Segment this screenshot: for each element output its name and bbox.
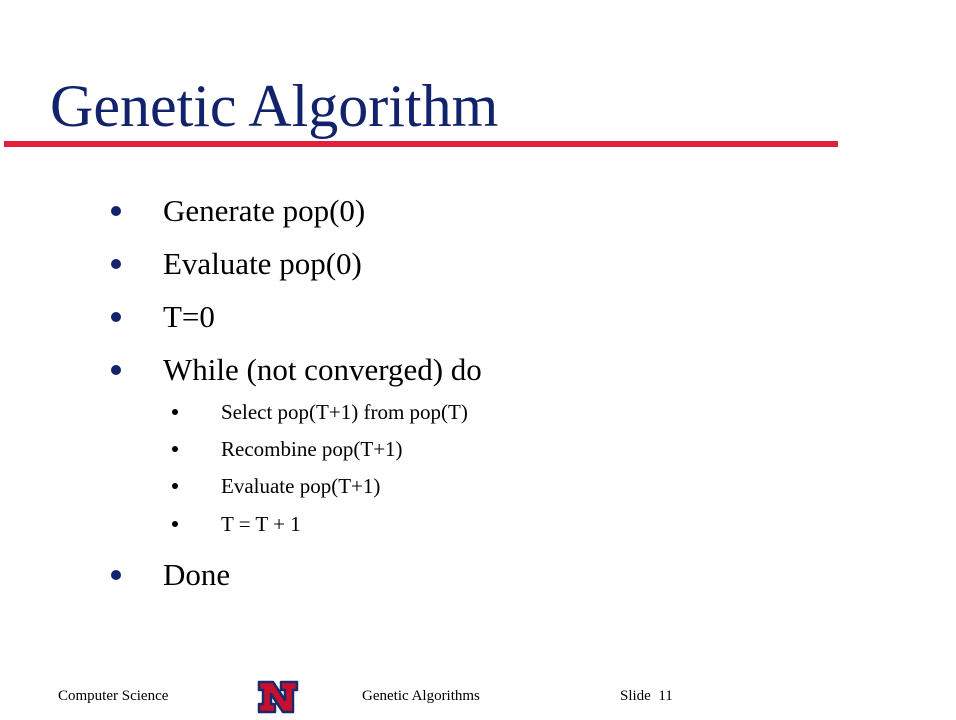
sub-bullet-text: T = T + 1 (221, 512, 301, 536)
bullet-text: Done (163, 557, 231, 592)
bullet-text: Generate pop(0) (163, 193, 366, 228)
sub-bullet-text: Evaluate pop(T+1) (221, 474, 381, 498)
bullet-icon (111, 365, 121, 375)
slide-title: Genetic Algorithm (50, 73, 499, 139)
bullet-text: While (not converged) do (163, 352, 482, 387)
bullet-text: T=0 (163, 299, 215, 334)
sub-bullet-item (172, 434, 403, 464)
slide-number: Slide 11 (620, 688, 673, 704)
bullet-icon (111, 259, 121, 269)
footer-department: Computer Science (58, 688, 169, 704)
university-n-logo-icon (256, 679, 300, 715)
sub-bullet-item (172, 509, 301, 539)
bullet-icon (111, 570, 121, 580)
sub-bullet-icon (172, 483, 178, 489)
bullet-item (111, 348, 482, 392)
sub-bullet-icon (172, 446, 178, 452)
bullet-item (111, 295, 215, 339)
bullet-item (111, 553, 230, 597)
title-underline (4, 141, 838, 147)
bullet-item (111, 242, 362, 286)
sub-bullet-icon (172, 521, 178, 527)
bullet-text: Evaluate pop(0) (163, 246, 362, 281)
bullet-icon (111, 312, 121, 322)
sub-bullet-text: Select pop(T+1) from pop(T) (221, 400, 468, 424)
footer-topic: Genetic Algorithms (362, 688, 480, 704)
sub-bullet-icon (172, 409, 178, 415)
sub-bullet-item (172, 471, 380, 501)
sub-bullet-text: Recombine pop(T+1) (221, 437, 403, 461)
sub-bullet-item (172, 397, 468, 427)
bullet-icon (111, 206, 121, 216)
bullet-item (111, 189, 365, 233)
